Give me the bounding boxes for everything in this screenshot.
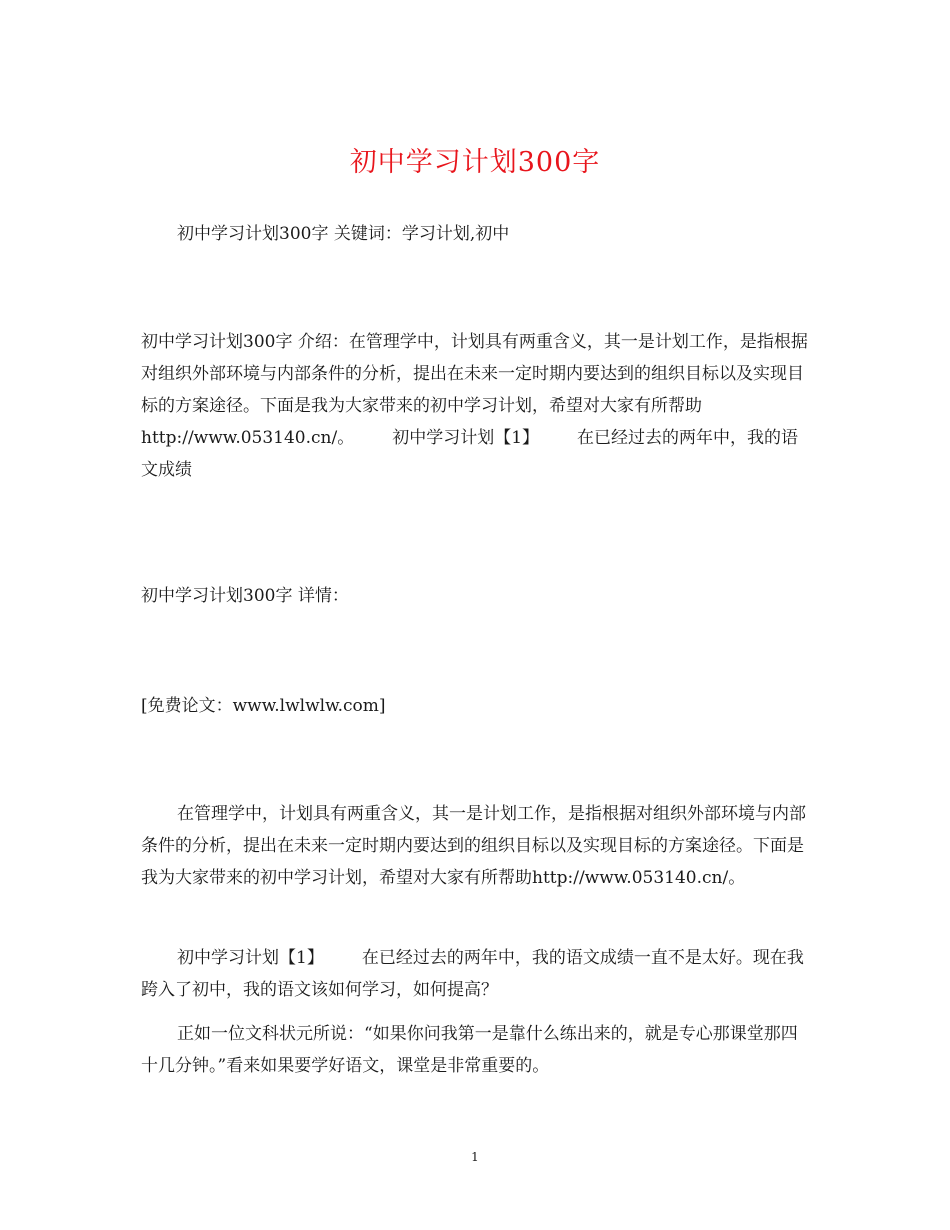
intro-text: 在管理学中，计划具有两重含义，其一是计划工作，是指根据对组织外部环境与内部条件的分析，提出在未来一定时期内要达到的组织目标以及实现目标的方案途径。下面是我为大家带来的初中学习计划，希望对大家有所帮助http://www.053140.cn/。 <box>141 332 808 448</box>
section-heading: 初中学习计划【1】 <box>177 948 324 968</box>
intro-paragraph <box>141 326 813 486</box>
body-paragraph-2 <box>141 942 813 1006</box>
intro-label: 初中学习计划300字 介绍： <box>141 332 349 352</box>
page-number: 1 <box>471 1150 479 1164</box>
details-label: 初中学习计划300字 详情： <box>141 586 349 606</box>
free-paper-link: [免费论文：www.lwlwlw.com] <box>141 696 386 716</box>
document-title: 初中学习计划300字 <box>349 147 601 178</box>
body-paragraph-3: 正如一位文科状元所说：“如果你问我第一是靠什么练出来的，就是专心那课堂那四十几分钟。”看来如果要学好语文，课堂是非常重要的。 <box>141 1024 798 1076</box>
keywords-line: 初中学习计划300字 关键词：学习计划,初中 <box>177 224 510 244</box>
intro-section-heading: 初中学习计划【1】 <box>392 428 540 448</box>
intro-excerpt: 在已经过去的两年中，我的语文成绩 <box>141 428 799 480</box>
body-paragraph-1: 在管理学中，计划具有两重含义，其一是计划工作，是指根据对组织外部环境与内部条件的分析，提出在未来一定时期内要达到的组织目标以及实现目标的方案途径。下面是我为大家带来的初中学习计划，希望对大家有所帮助http://www.053140.cn/。 <box>141 804 806 888</box>
section-text: 在已经过去的两年中，我的语文成绩一直不是太好。现在我跨入了初中，我的语文该如何学习，如何提高？ <box>141 948 804 1000</box>
